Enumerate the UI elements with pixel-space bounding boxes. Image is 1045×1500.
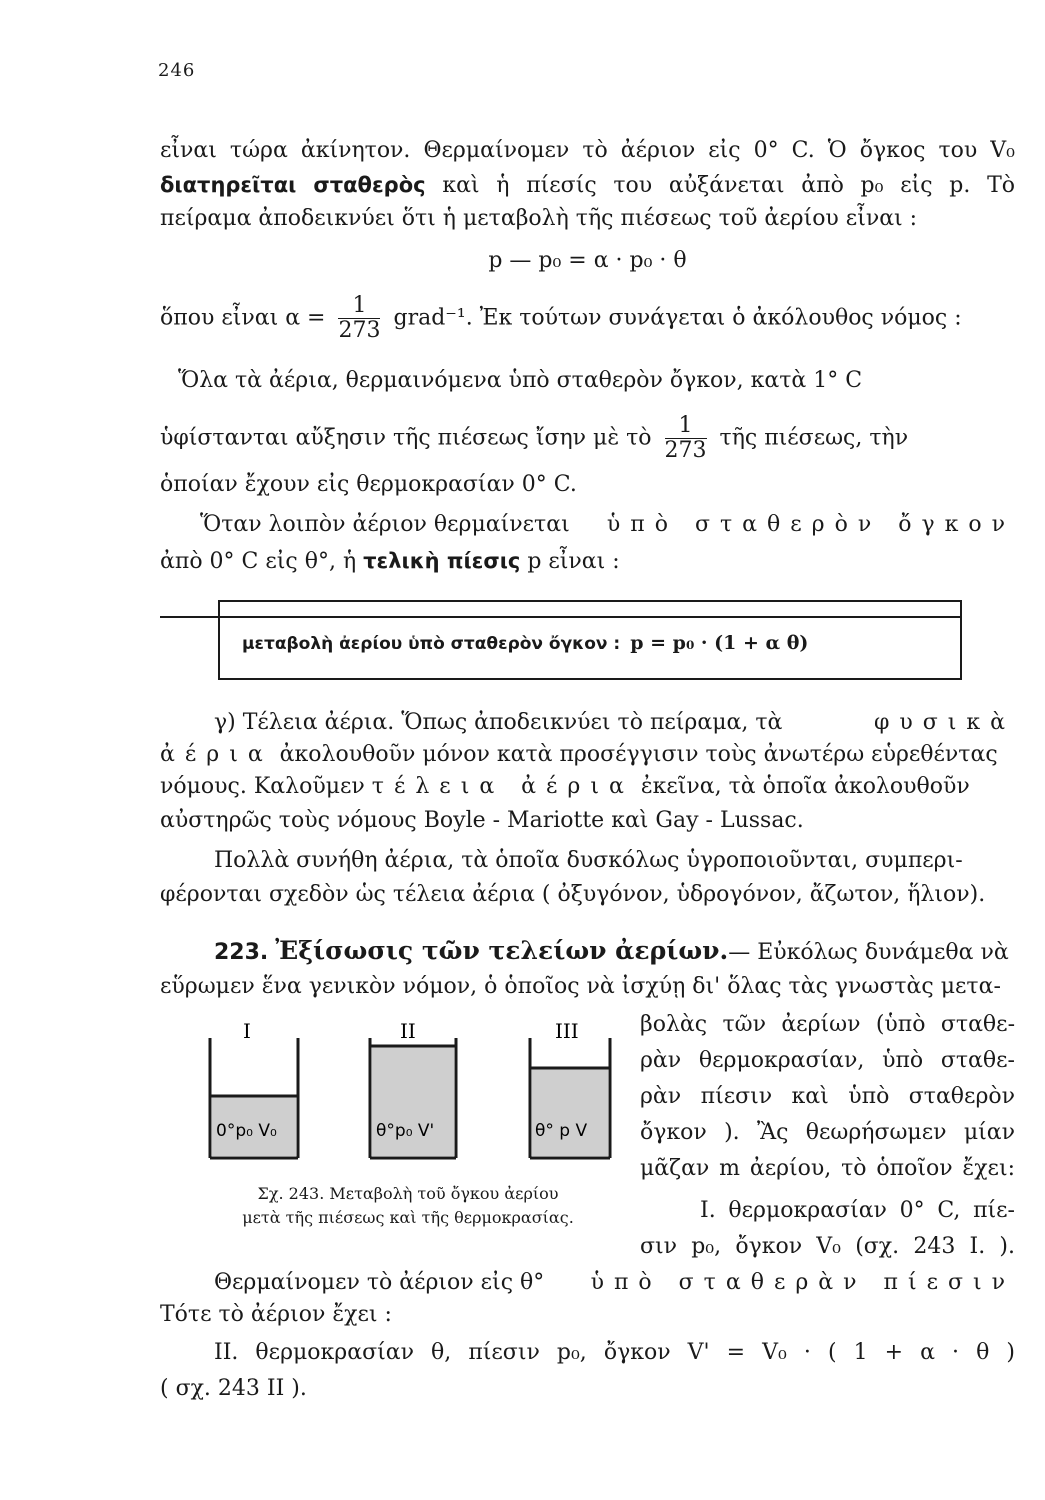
para2-line2-prefix: ἀπὸ 0° C εἰς θ°, ἡ <box>160 549 364 574</box>
section-number: 223. <box>214 940 269 965</box>
gamma-line3 <box>160 772 1015 802</box>
law-denominator: 273 <box>664 438 707 463</box>
boxed-law <box>218 600 962 680</box>
cylinder-label-2: II <box>400 1019 416 1043</box>
right-line-4: ὄγκον ). Ἂς θεωρήσωμεν μίαν <box>640 1120 1015 1145</box>
law-line2-prefix: ὑφίστανται αὔξησιν τῆς πιέσεως ἴσην μὲ τὸ <box>160 425 652 451</box>
gamma-line5: Πολλὰ συνήθη ἀέρια, τὰ ὁποῖα δυσκόλως ὑγροποιοῦνται, συμπερι- <box>214 848 963 873</box>
para1-line1: εἶναι τώρα ἀκίνητον. Θερμαίνομεν τὸ ἀέριον εἰς 0° C. Ὁ ὄγκος του V₀ <box>160 138 1015 163</box>
law-fraction <box>665 414 707 463</box>
gamma-line2 <box>160 740 1015 770</box>
figure-caption-line1: Σχ. 243. Μεταβολὴ τοῦ ὄγκου ἀερίου <box>257 1184 559 1203</box>
gamma-line1-prefix: γ) Τέλεια ἀέρια. Ὅπως ἀποδεικνύει τὸ πείραμα, τὰ <box>214 710 783 735</box>
alpha-fraction <box>338 294 380 343</box>
gamma-line6: φέρονται σχεδὸν ὡς τέλεια ἀέρια ( ὀξυγόνον, ὑδρογόνον, ἄζωτον, ἥλιον). <box>160 882 986 907</box>
bold-phrase: διατηρεῖται σταθερὸς <box>160 173 426 197</box>
right-line-5: μᾶζαν m ἀερίου, τὸ ὁποῖον ἔχει: <box>640 1156 1015 1181</box>
section-223-heading <box>214 936 1015 968</box>
law-line3: ὁποίαν ἔχουν εἰς θερμοκρασίαν 0° C. <box>160 472 577 497</box>
law-line2 <box>160 414 1015 463</box>
section-223-line1-rest: — Εὐκόλως δυνάμεθα νὰ <box>728 940 1009 965</box>
end-line1-prefix: Θερμαίνομεν τὸ ἀέριον εἰς θ° <box>214 1270 545 1295</box>
right-line-7: σιν p₀, ὄγκον V₀ (σχ. 243 I. ). <box>640 1234 1015 1259</box>
para1-line2 <box>160 170 1015 201</box>
bold-final-pressure: τελικὴ πίεσις <box>363 549 521 573</box>
para2-line1-prefix: Ὅταν λοιπὸν ἀέριον θερμαίνεται <box>200 512 570 537</box>
figure-caption-line2: μετὰ τῆς πιέσεως καὶ τῆς θερμοκρασίας. <box>242 1208 574 1227</box>
right-line-6: I. θερμοκρασίαν 0° C, πίε- <box>700 1198 1015 1223</box>
cylinder-label-1: I <box>243 1019 251 1043</box>
gamma-spaced-perfect: τέλεια ἀέρια <box>371 774 634 799</box>
alpha-prefix: ὅπου εἶναι α = <box>160 305 326 331</box>
page-number: 246 <box>158 60 196 81</box>
cylinder-contents-2: θ°p₀ V' <box>376 1121 435 1141</box>
cylinder-contents-3: θ° p V <box>535 1121 588 1141</box>
alpha-denominator: 273 <box>338 318 381 343</box>
alpha-definition <box>160 294 1015 343</box>
box-top-rule <box>160 616 960 618</box>
law-line2-suffix: τῆς πιέσεως, τὴν <box>719 425 909 451</box>
gamma-line3-prefix: νόμους. Καλοῦμεν <box>160 774 365 799</box>
figure-cylinders <box>198 1008 618 1168</box>
gamma-spaced-gases: ἀέρια <box>160 742 273 767</box>
gamma-line4: αὐστηρῶς τοὺς νόμους Boyle - Mariotte καὶ Gay - Lussac. <box>160 808 804 833</box>
equation1: p — p₀ = α · p₀ · θ <box>488 248 687 273</box>
law-line1: Ὅλα τὰ ἀέρια, θερμαινόμενα ὑπὸ σταθερὸν ὄγκον, κατὰ 1° C <box>178 368 863 393</box>
gamma-line3-rest: ἐκεῖνα, τὰ ὁποῖα ἀκολουθοῦν <box>640 774 970 799</box>
law-numerator: 1 <box>665 414 707 439</box>
alpha-suffix: grad⁻¹. Ἐκ τούτων συνάγεται ὁ ἀκόλουθος νόμος : <box>393 305 962 331</box>
para2-line2 <box>160 546 1015 577</box>
para1-line3: πείραμα ἀποδεικνύει ὅτι ἡ μεταβολὴ τῆς πιέσεως τοῦ ἀερίου εἶναι : <box>160 206 918 231</box>
right-line-3: ρὰν πίεσιν καὶ ὑπὸ σταθερὸν <box>640 1084 1015 1109</box>
gas-fill-3 <box>532 1068 608 1156</box>
section-title: Ἐξίσωσις τῶν τελείων ἀερίων. <box>275 936 729 965</box>
section-223-line2: εὕρωμεν ἕνα γενικὸν νόμον, ὁ ὁποῖος νὰ ἰσχύῃ δι' ὅλας τὰς γνωστὰς μετα- <box>160 974 1001 999</box>
para2-line1 <box>200 510 1015 540</box>
gamma-spaced-natural: φυσικὰ <box>873 710 1015 735</box>
alpha-numerator: 1 <box>338 294 380 319</box>
gamma-line2-rest: ἀκολουθοῦν μόνον κατὰ προσέγγισιν τοὺς ἀνωτέρω εὑρεθέντας <box>279 742 998 767</box>
end-line2: Τότε τὸ ἀέριον ἔχει : <box>160 1302 392 1327</box>
right-line-1: βολὰς τῶν ἀερίων (ὑπὸ σταθε- <box>640 1012 1015 1037</box>
boxed-law-label: μεταβολὴ ἀερίου ὑπὸ σταθερὸν ὄγκον : <box>242 634 621 654</box>
gamma-line1 <box>214 708 1015 738</box>
para1-line2-rest: καὶ ἡ πίεσίς του αὐξάνεται ἀπὸ p₀ εἰς p. Τὸ <box>425 173 1016 198</box>
boxed-law-formula: p = p₀ · (1 + α θ) <box>630 632 809 654</box>
para2-spaced: ὑπὸ σταθερὸν ὄγκον <box>606 512 1015 537</box>
end-line4: ( σχ. 243 II ). <box>160 1376 307 1401</box>
end-line1 <box>214 1268 1015 1298</box>
right-line-2: ρὰν θερμοκρασίαν, ὑπὸ σταθε- <box>640 1048 1015 1073</box>
boxed-law-text <box>242 632 808 654</box>
end-line3: II. θερμοκρασίαν θ, πίεσιν p₀, ὄγκον V' = V₀ · ( 1 + α · θ ) <box>214 1340 1015 1365</box>
para2-line2-suffix: p εἶναι : <box>520 549 620 574</box>
cylinder-label-3: III <box>555 1019 579 1043</box>
end-spaced: ὑπὸ σταθερὰν πίεσιν <box>590 1270 1015 1295</box>
cylinder-contents-1: 0°p₀ V₀ <box>216 1121 277 1141</box>
